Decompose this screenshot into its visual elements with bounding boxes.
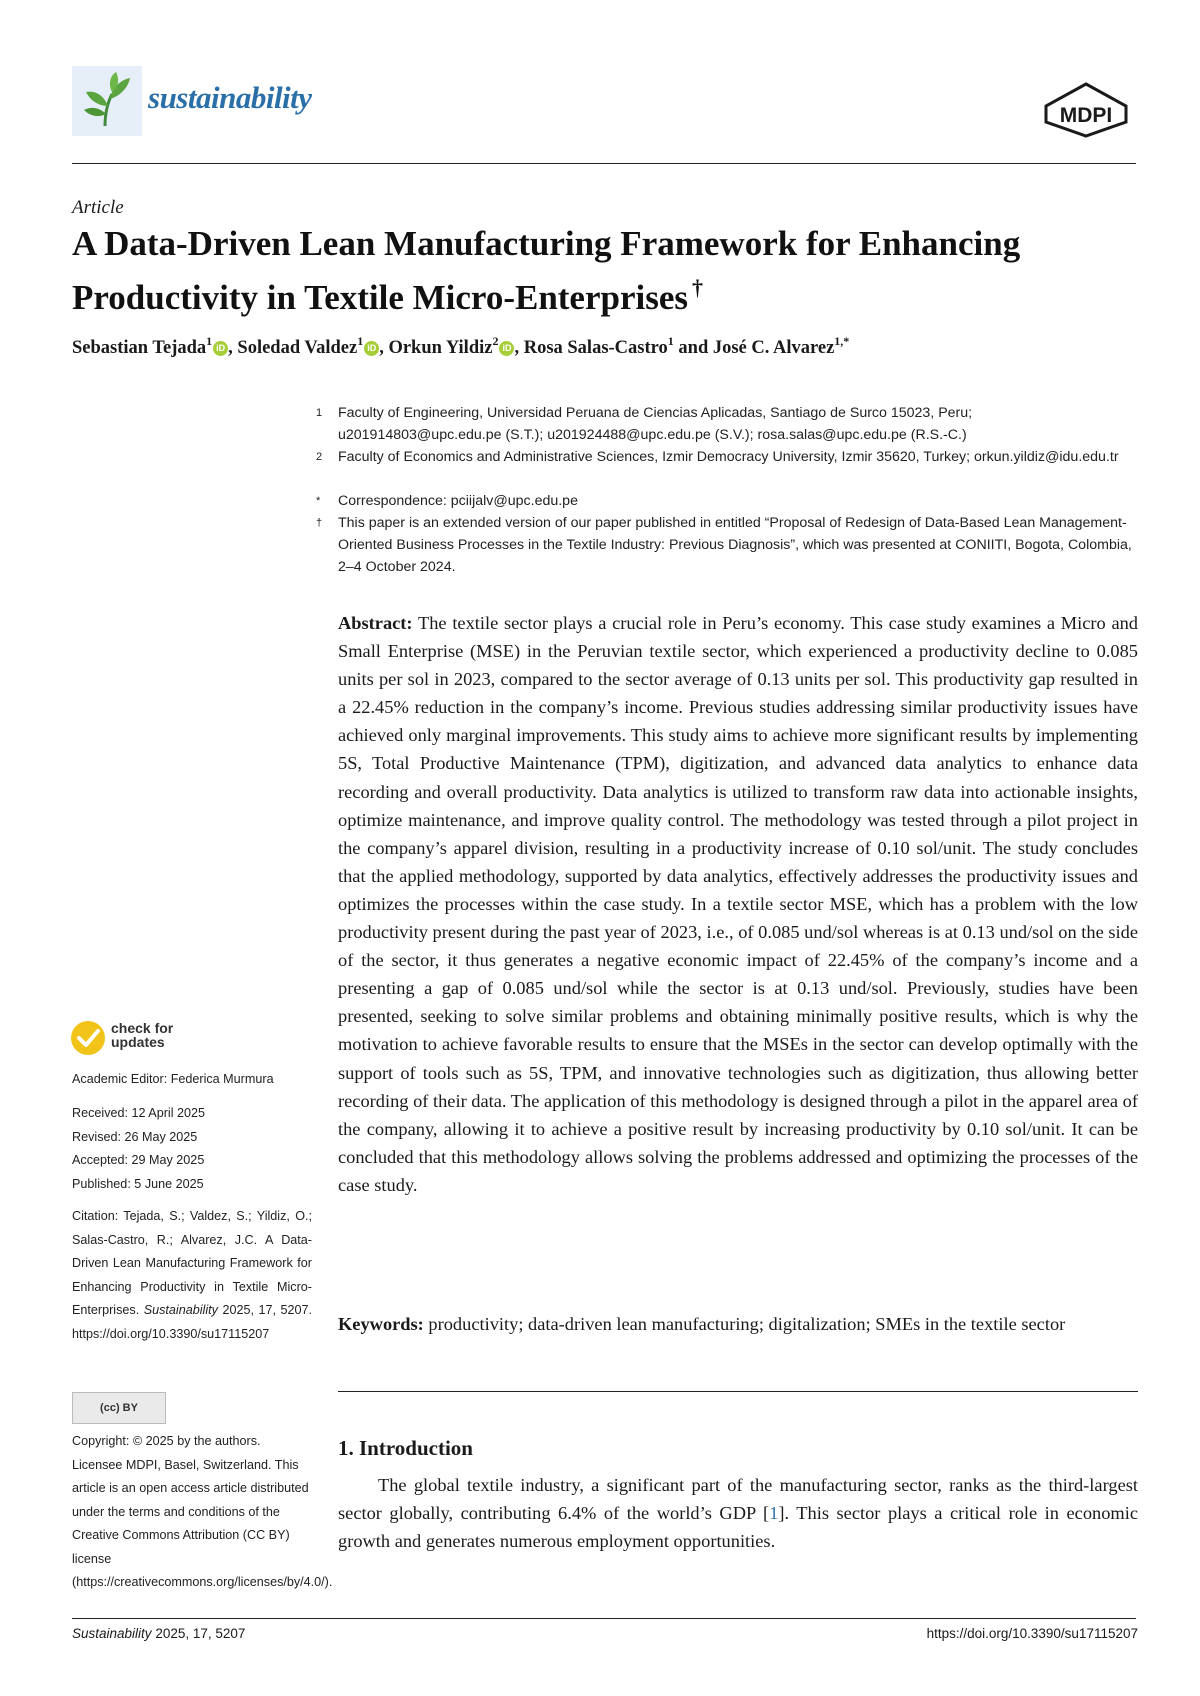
extended-version-note (316, 512, 1138, 578)
check-for-updates-icon[interactable] (70, 1020, 106, 1061)
academic-editor: Academic Editor: Federica Murmura (72, 1072, 274, 1086)
article-type: Article (72, 197, 124, 218)
author-separator: , (379, 338, 389, 358)
check-line-1: check for (111, 1020, 174, 1036)
publisher-name: MDPI (1059, 104, 1113, 127)
author-name[interactable]: Rosa Salas-Castro (523, 338, 668, 358)
author-name[interactable]: José C. Alvarez (712, 338, 835, 358)
keywords (338, 1310, 1138, 1338)
author-affiliation-mark: 1 (357, 334, 364, 348)
extended-version-text: This paper is an extended version of our paper published in entitled “Proposal of Redesign of Data-Based Lean Management-Oriented Business Processes in the Textile Industry: Previous Diagnosis”, which was presented at CONIITI, Bogota, Colombia, 2–4 October 2024. (338, 515, 1132, 575)
keywords-label: Keywords: (338, 1314, 424, 1334)
accepted-date: Accepted: 29 May 2025 (72, 1153, 205, 1167)
author-name[interactable]: Sebastian Tejada (72, 338, 207, 358)
keywords-text: productivity; data-driven lean manufacturing; digitalization; SMEs in the textile sector (428, 1314, 1066, 1334)
intro-text-continued: ]. This sector plays a critical role in economic growth and generates numerous employment opportunities. (338, 1503, 1138, 1551)
orcid-icon[interactable]: iD (499, 341, 514, 356)
author-affiliation-mark: 2 (492, 334, 499, 348)
copyright (72, 1390, 333, 1595)
affiliation-item (316, 402, 1138, 446)
reference-link[interactable]: 1 (769, 1503, 779, 1523)
abstract-text: The textile sector plays a crucial role in Peru’s economy. This case study examines a Micro and Small Enterprise (MSE) in the Peruvian textile sector, which experienced a productivity decline to 0.085 units per sol in 2023, compared to the sector average of 0.13 units per sol. This productivity gap resulted in a 22.45% reduction in the company’s income. Previous studies addressing similar productivity issues have achieved only marginal improvements. This study aims to achieve more significant results by implementing 5S, Total Productive Maintenance (TPM), digitization, and advanced data analytics to enhance data recording and overall productivity. Data analytics is utilized to transform raw data into actionable insights, optimize maintenance, and improve quality control. The methodology was tested through a pilot project in the company’s apparel division, resulting in a productivity increase of 0.10 sol/unit. The study concludes that the applied methodology, supported by data analytics, effectively addresses the productivity issues and optimizes the processes within the case study. In a textile sector MSE, which has a problem with the low productivity present during the past year of 2023, i.e., of 0.085 und/sol whereas is at 0.13 und/sol on the side of the sector, it thus generates a negative economic impact of 22.45% of the company’s income and a presenting a gap of 0.085 und/sol while the sector is at 0.13 und/sol. Previously, studies have been presented, seeking to solve similar problems and obtaining minimally positive results, which is why the motivation to achieve favorable results to ensure that the MSEs in the sector can develop optimally with the support of tools such as 5S, TPM, and innovative technologies such as digitization, thus allowing better recording of their data. The application of this methodology is designed through a pilot in the apparel area of the company, allowing it to achieve a positive result by increasing productivity by 0.10 sol/unit. It can be concluded that this methodology allows solving the problems addressed and optimizing the processes of the case study. (338, 613, 1138, 1195)
author-separator: , (228, 338, 238, 358)
intro-text: The global textile industry, a significant part of the manufacturing sector, ranks as the third-largest sector globally, contributing 6.4% of the world’s GDP [ (338, 1475, 1138, 1523)
author-name[interactable]: Orkun Yildiz (388, 338, 493, 358)
abstract-label: Abstract: (338, 613, 413, 633)
citation-journal: Sustainability (143, 1303, 218, 1317)
author-name[interactable]: Soledad Valdez (237, 338, 358, 358)
check-for-updates[interactable] (111, 1021, 173, 1049)
author-and: and (678, 338, 709, 358)
author-list (72, 334, 1132, 359)
citation (72, 1205, 312, 1346)
section-heading: 1. Introduction (338, 1436, 473, 1460)
author-affiliation-mark: 1,* (834, 334, 850, 348)
affiliation-text: Faculty of Engineering, Universidad Peruana de Ciencias Aplicadas, Santiago de Surco 15023, Peru; u201914803@upc.edu.pe (S.T.); u201924488@upc.edu.pe (S.V.); rosa.salas@upc.edu.pe (R.S.-C.) (338, 405, 973, 443)
received-date: Received: 12 April 2025 (72, 1106, 206, 1120)
footer-divider (72, 1618, 1136, 1619)
title-footnote-mark: † (692, 275, 704, 300)
revised-date: Revised: 26 May 2025 (72, 1129, 198, 1144)
citation-text: Citation: Tejada, S.; Valdez, S.; Yildiz, O.; Salas-Castro, R.; Alvarez, J.C. A Data-Driven Lean Manufacturing Framework for Enhancing Productivity in Textile Micro-Enterprises. (72, 1209, 312, 1317)
footer-journal: Sustainability (72, 1626, 152, 1641)
cc-by-license-icon[interactable]: (cc) BY (72, 1392, 166, 1424)
affiliation-text: Faculty of Economics and Administrative Sciences, Izmir Democracy University, Izmir 35620, Turkey; orkun.yildiz@idu.edu.tr (338, 449, 1119, 465)
correspondence-text[interactable]: Correspondence: pciijalv@upc.edu.pe (338, 493, 578, 509)
affiliation-mark: 2 (316, 451, 323, 463)
citation-doi[interactable]: 2025, 17, 5207. https://doi.org/10.3390/su17115207 (72, 1303, 313, 1341)
correspondence (316, 490, 1138, 512)
orcid-icon[interactable]: iD (213, 341, 228, 356)
journal-name: sustainability (148, 80, 312, 115)
check-line-2: updates (111, 1034, 165, 1050)
footer-doi[interactable]: https://doi.org/10.3390/su17115207 (926, 1626, 1138, 1641)
leaf-icon (72, 66, 142, 136)
paper-title (72, 222, 1132, 320)
author-affiliation-mark: 1 (206, 334, 213, 348)
title-text: A Data-Driven Lean Manufacturing Framework for Enhancing Productivity in Textile Micro-Enterprises (72, 224, 1021, 317)
footer-volume: 2025, 17, 5207 (155, 1626, 246, 1641)
affiliation-mark: * (316, 495, 321, 507)
journal-logo (72, 66, 142, 136)
affiliation-item (316, 446, 1138, 468)
abstract (338, 609, 1138, 1199)
header-divider (72, 163, 1136, 164)
orcid-icon[interactable]: iD (364, 341, 379, 356)
author-separator: , (514, 338, 524, 358)
affiliation-mark: † (316, 517, 323, 529)
section-divider (338, 1391, 1138, 1392)
publisher-logo (1042, 82, 1130, 143)
introduction-paragraph (338, 1471, 1138, 1555)
article-dates (72, 1102, 312, 1196)
copyright-text: Copyright: © 2025 by the authors. Licensee MDPI, Basel, Switzerland. This article is an open access article distributed under the terms and conditions of the Creative Commons Attribution (CC BY) license (https://creativecommons.org/licenses/by/4.0/). (72, 1434, 333, 1589)
footer-citation (72, 1626, 245, 1641)
published-date: Published: 5 June 2025 (72, 1176, 204, 1191)
affiliation-mark: 1 (316, 407, 323, 419)
author-affiliation-mark: 1 (667, 334, 674, 348)
